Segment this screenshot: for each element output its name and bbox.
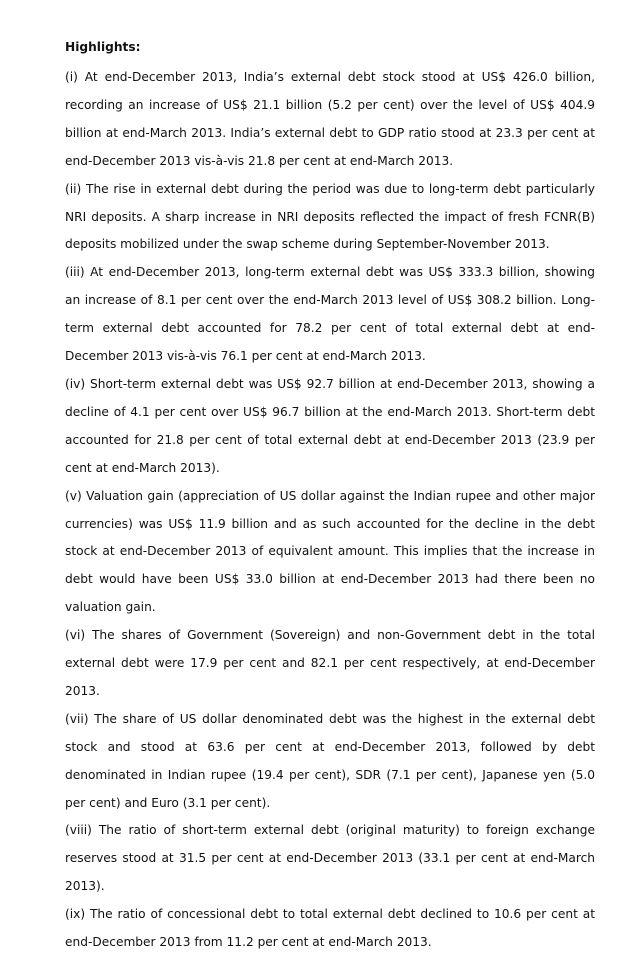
highlight-paragraph-7: (vii) The share of US dollar denominated debt was the highest in the external debt stock and stood at 63.6 per cent at end-December 2013, followed by debt denominated in Indian rupee (19.4 per cent), SDR (7.1 per cent), Japanese yen (5.0 per cent) and Euro (3.1 per cent). [65,711,595,810]
highlight-paragraph-2: (ii) The rise in external debt during the period was due to long-term debt particularly NRI deposits. A sharp increase in NRI deposits reflected the impact of fresh FCNR(B) deposits mobilized under the swap scheme during September-November 2013. [65,181,595,252]
highlight-paragraph-9: (ix) The ratio of concessional debt to total external debt declined to 10.6 per cent at end-December 2013 from 11.2 per cent at end-March 2013. [65,907,595,950]
highlight-paragraph-3: (iii) At end-December 2013, long-term external debt was US$ 333.3 billion, showing an increase of 8.1 per cent over the end-March 2013 level of US$ 308.2 billion. Long-term external debt accounted for 78.2 per cent of total external debt at end-December 2013 vis-à-vis 76.1 per cent at end-March 2013. [65,265,595,364]
highlight-paragraph-4: (iv) Short-term external debt was US$ 92.7 billion at end-December 2013, showing a decline of 4.1 per cent over US$ 96.7 billion at the end-March 2013. Short-term debt accounted for 21.8 per cent of total external debt at end-December 2013 (23.9 per cent at end-March 2013). [65,376,595,475]
highlight-paragraph-8: (viii) The ratio of short-term external debt (original maturity) to foreign exchange reserves stood at 31.5 per cent at end-December 2013 (33.1 per cent at end-March 2013). [65,823,595,894]
highlight-paragraph-1: (i) At end-December 2013, India’s external debt stock stood at US$ 426.0 billion, recording an increase of US$ 21.1 billion (5.2 per cent) over the level of US$ 404.9 billion at end-March 2013. India’s external debt to GDP ratio stood at 23.3 per cent at end-December 2013 vis-à-vis 21.8 per cent at end-March 2013. [65,70,595,168]
document-page [65,37,595,957]
highlight-paragraph-6: (vi) The shares of Government (Sovereign) and non-Government debt in the total external debt were 17.9 per cent and 82.1 per cent respectively, at end-December 2013. [65,628,595,698]
highlight-paragraph-5: (v) Valuation gain (appreciation of US dollar against the Indian rupee and other major currencies) was US$ 11.9 billion and as such accounted for the decline in the debt stock at end-December 2013 of equivalent amount. This implies that the increase in debt would have been US$ 33.0 billion at end-December 2013 had there been no valuation gain. [65,488,595,615]
highlights-heading: Highlights: [65,40,141,54]
